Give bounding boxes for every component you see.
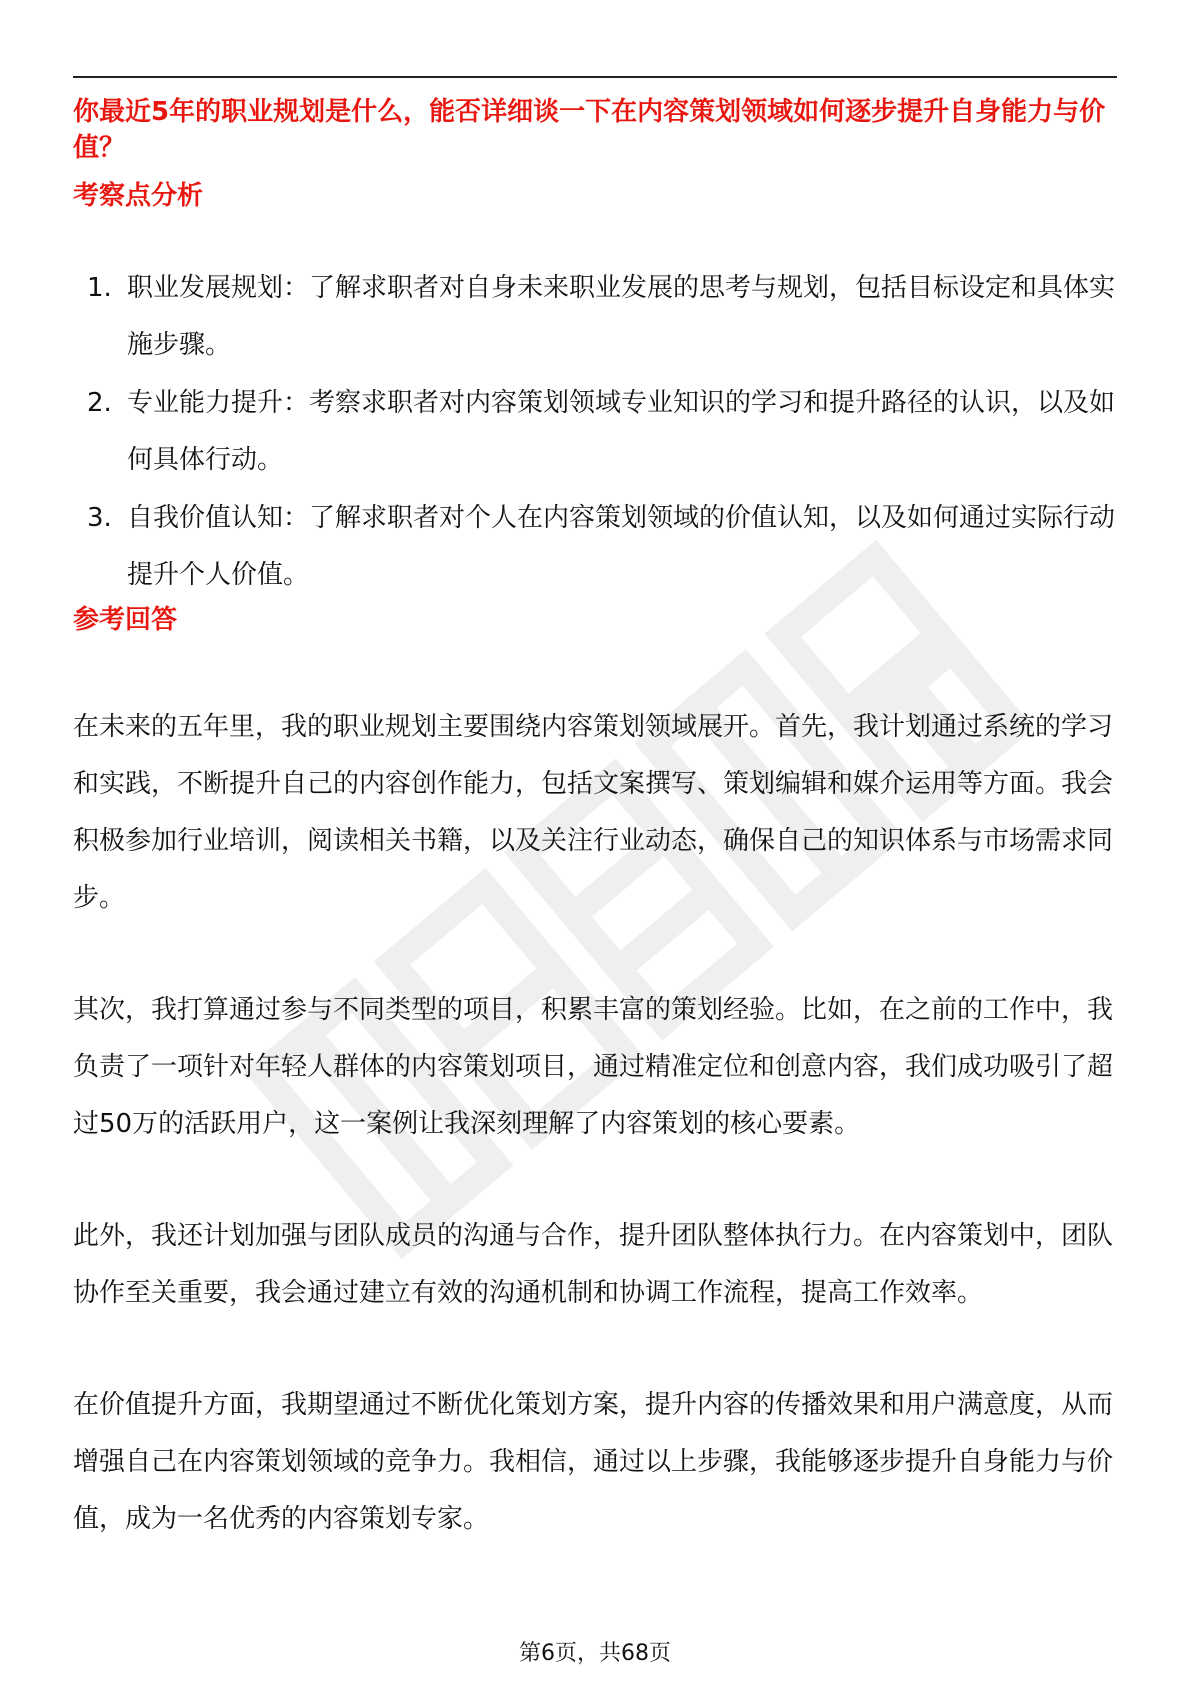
answer-paragraph: 在价值提升方面，我期望通过不断优化策划方案，提升内容的传播效果和用户满意度，从而增强自己在内容策划领域的竞争力。我相信，通过以上步骤，我能够逐步提升自身能力与价值，成为一名优秀的内容策划专家。 — [73, 1390, 1114, 1534]
top-rule — [73, 76, 1117, 78]
analysis-list — [73, 260, 1117, 605]
page-number: 第6页，共68页 — [519, 1641, 671, 1666]
list-item-text: 自我价值认知：了解求职者对个人在内容策划领域的价值认知，以及如何通过实际行动提升个人价值。 — [127, 503, 1116, 590]
answer-paragraph: 在未来的五年里，我的职业规划主要围绕内容策划领域展开。首先，我计划通过系统的学习和实践，不断提升自己的内容创作能力，包括文案撰写、策划编辑和媒介运用等方面。我会积极参加行业培训，阅读相关书籍，以及关注行业动态，确保自己的知识体系与市场需求同步。 — [73, 712, 1114, 913]
answer-paragraph: 其次，我打算通过参与不同类型的项目，积累丰富的策划经验。比如，在之前的工作中，我负责了一项针对年轻人群体的内容策划项目，通过精准定位和创意内容，我们成功吸引了超过50万的活跃用户，这一案例让我深刻理解了内容策划的核心要素。 — [73, 995, 1114, 1139]
answer-heading: 参考回答 — [73, 605, 178, 635]
answer-body — [73, 699, 1115, 1603]
list-item-text: 专业能力提升：考察求职者对内容策划领域专业知识的学习和提升路径的认识，以及如何具体行动。 — [127, 388, 1116, 475]
list-item-number: 2. — [87, 388, 112, 418]
analysis-heading: 考察点分析 — [73, 181, 204, 211]
question-title: 你最近5年的职业规划是什么，能否详细谈一下在内容策划领域如何逐步提升自身能力与价值？ — [73, 97, 1106, 163]
list-item-number: 1. — [87, 273, 112, 303]
list-item — [73, 490, 1117, 604]
list-item-number: 3. — [87, 503, 112, 533]
list-item — [73, 260, 1117, 374]
answer-paragraph: 此外，我还计划加强与团队成员的沟通与合作，提升团队整体执行力。在内容策划中，团队协作至关重要，我会通过建立有效的沟通机制和协调工作流程，提高工作效率。 — [73, 1221, 1114, 1308]
list-item — [73, 375, 1117, 489]
list-item-text: 职业发展规划：了解求职者对自身未来职业发展的思考与规划，包括目标设定和具体实施步骤。 — [127, 273, 1116, 360]
